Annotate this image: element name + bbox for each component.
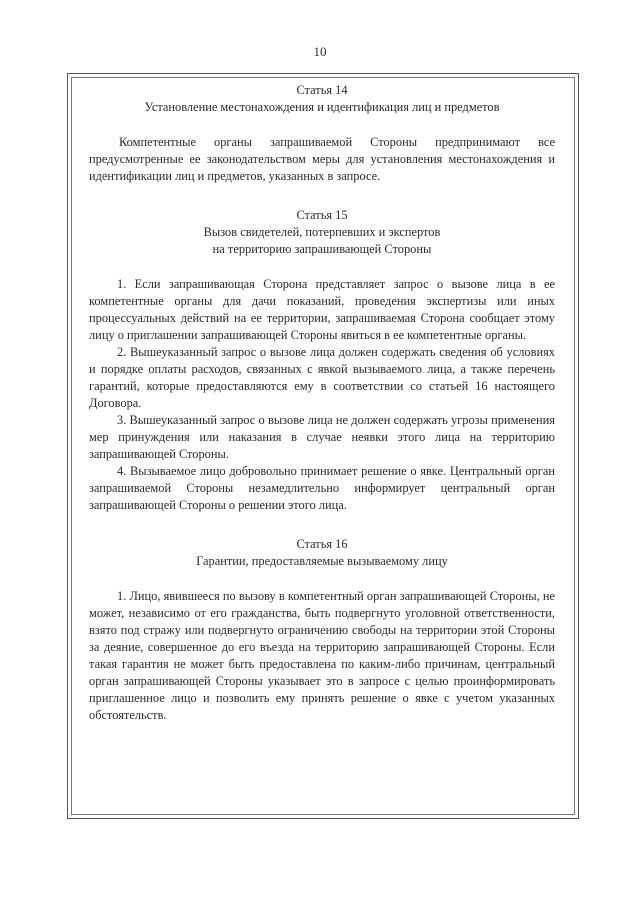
paragraph: Компетентные органы запрашиваемой Стороны предпринимают все предусмотренные ее законодательством меры для установления местонахождения и идентификации лиц и предметов, указанных в запросе. — [89, 135, 555, 183]
article-15 — [89, 207, 555, 514]
paragraph: 2. Вышеуказанный запрос о вызове лица должен содержать сведения об условиях и порядке оплаты расходов, связанных с явкой вызываемого лица, а также перечень гарантий, которые предоставляются ему в соответствии со статьей 16 настоящего Договора. — [89, 345, 555, 410]
article-body — [89, 134, 555, 185]
article-heading: Установление местонахождения и идентификация лиц и предметов — [144, 100, 500, 114]
paragraph: 3. Вышеуказанный запрос о вызове лица не должен содержать угрозы применения мер принуждения или наказания в случае неявки этого лица на территорию запрашивающей Стороны. — [89, 413, 555, 461]
document-body — [89, 82, 555, 740]
page-number: 10 — [313, 44, 327, 59]
article-body — [89, 276, 555, 514]
paragraph: 1. Лицо, явившееся по вызову в компетентный орган запрашивающей Стороны, не может, независимо от его гражданства, быть подвергнуто уголовной ответственности, взято под стражу или подвергнуто ограничению свободы на территории этой Стороны за деяние, совершенное до его въезда на территорию запрашивающей Стороны. Если такая гарантия не может быть предоставлена по каким-либо причинам, центральный орган запрашивающей Стороны указывает это в запросе с целью проинформировать приглашенное лицо и позволить ему принять решение о явке с учетом указанных обстоятельств. — [89, 589, 555, 722]
article-body — [89, 588, 555, 724]
article-title: Статья 15 — [296, 208, 348, 222]
paragraph: 4. Вызываемое лицо добровольно принимает решение о явке. Центральный орган запрашиваемой Стороны незамедлительно информирует центральный орган запрашивающей Стороны о решении этого лица. — [89, 464, 555, 512]
article-title: Статья 16 — [296, 537, 348, 551]
article-title: Статья 14 — [296, 83, 348, 97]
paragraph: 1. Если запрашивающая Сторона представляет запрос о вызове лица в ее компетентные органы для дачи показаний, проведения экспертизы или иных процессуальных действий на ее территории, запрашиваемая Сторона сообщает этому лицу о приглашении запрашивающей Стороны явиться в ее компетентные органы. — [89, 277, 555, 342]
article-16 — [89, 536, 555, 724]
article-heading: Вызов свидетелей, потерпевших и экспертов — [203, 225, 441, 239]
article-heading: Гарантии, предоставляемые вызываемому лицу — [196, 554, 448, 568]
article-heading: на территорию запрашивающей Стороны — [212, 242, 432, 256]
article-14 — [89, 82, 555, 185]
